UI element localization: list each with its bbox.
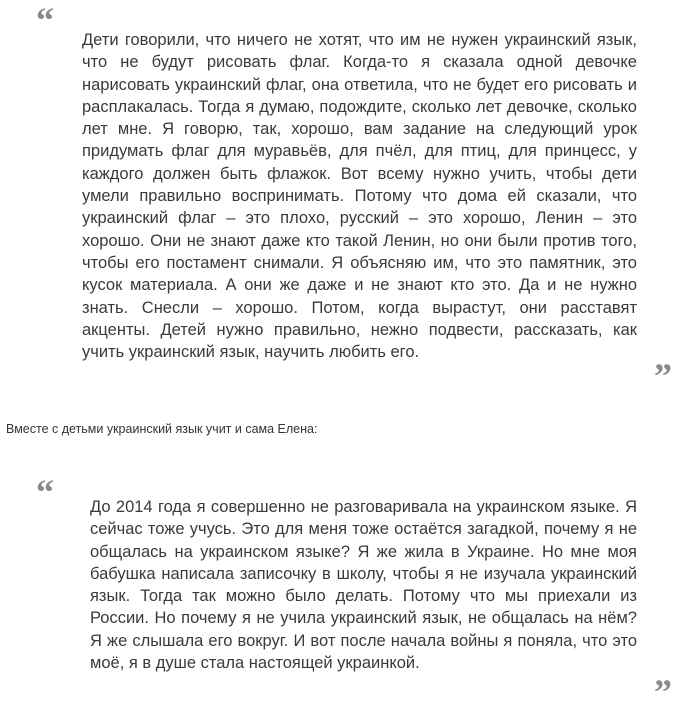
- quote-close-icon: ”: [654, 356, 672, 396]
- quote-close-icon: ”: [654, 672, 672, 712]
- quote-text: Дети говорили, что ничего не хотят, что им не нужен украинский язык, что не будут рисовать флаг. Когда-то я сказала одной девочке нарисовать украинский флаг, она ответила, что не будет его рисовать и расплакалась. Тогда я думаю, подождите, сколько лет девочке, сколько лет мне. Я говорю, так, хорошо, вам задание на следующий урок придумать флаг для муравьёв, для пчёл, для птиц, для принцесс, у каждого должен быть флажок. Вот всему нужно учить, чтобы дети умели правильно воспринимать. Потому что дома ей сказали, что украинский флаг – это плохо, русский – это хорошо, Ленин – это хорошо. Они не знают даже кто такой Ленин, но они были против того, чтобы его постамент снимали. Я объясняю им, что это памятник, это кусок материала. А они же даже и не знают кто это. Да и не нужно знать. Снесли – хорошо. Потом, когда вырастут, они расставят акценты. Детей нужно правильно, нежно подвести, рассказать, как учить украинский язык, научить любить его.: [82, 31, 637, 362]
- quote-open-icon: “: [36, 0, 54, 40]
- narration-text: Вместе с детьми украинский язык учит и сама Елена:: [6, 422, 318, 436]
- quote-open-icon: “: [36, 472, 54, 512]
- quote-text: До 2014 года я совершенно не разговаривала на украинском языке. Я сейчас тоже учусь. Это для меня тоже остаётся загадкой, почему я не общалась на украинском языке? Я же жила в Украине. Но мне моя бабушка написала записочку в школу, чтобы я не изучала украинский язык. Тогда так можно было делать. Потому что мы приехали из России. Но почему я не учила украинский язык, не общалась на нём? Я же слышала его вокруг. И вот после начала войны я поняла, что это моё, я в душе стала настоящей украинкой.: [90, 498, 637, 673]
